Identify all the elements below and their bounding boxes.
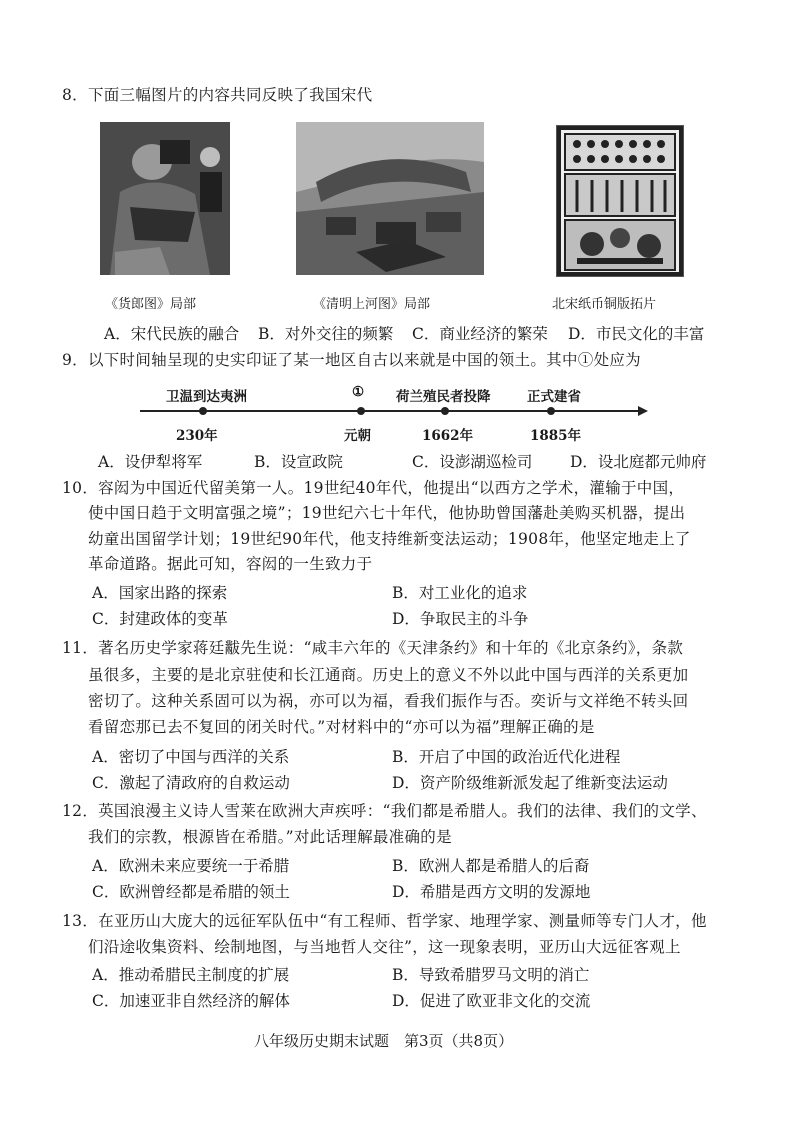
q10-line-2: 使中国日趋于文明富强之境”；19世纪六七十年代，他协助曾国藩赴美购买机器，提出 [88, 504, 686, 522]
huolang-painting-graphic [100, 122, 230, 275]
timeline-year-1: 230年 [176, 428, 218, 444]
song-paper-money-image [556, 125, 684, 277]
q11-line-3: 密切了。这种关系固可以为祸，亦可以为福，看我们振作与否。奕䜣与文祥绝不转头回 [88, 692, 689, 710]
caption-paper-money: 北宋纸币铜版拓片 [552, 297, 657, 312]
huolang-painting-image [100, 122, 230, 275]
q10-option-b[interactable]: B．对工业化的追求 [392, 584, 528, 602]
q10-line-1: 10．容闳为中国近代留美第一人。19世纪40年代，他提出“以西方之学术，灌输于中国， [62, 479, 685, 497]
timeline-label-1: 卫温到达夷洲 [166, 389, 247, 405]
timeline-label-3: 荷兰殖民者投降 [396, 389, 491, 405]
caption-huolang: 《货郎图》局部 [105, 297, 197, 312]
q9-option-a[interactable]: A．设伊犁将军 [98, 453, 203, 471]
q8-option-b[interactable]: B．对外交往的频繁 [258, 325, 394, 343]
timeline-label-2: ① [352, 384, 365, 400]
q10-option-a[interactable]: A．国家出路的探索 [92, 584, 228, 602]
timeline-year-2: 元朝 [344, 428, 371, 444]
qingming-painting-image [296, 122, 484, 275]
q12-option-a[interactable]: A．欧洲未来应要统一于希腊 [92, 857, 290, 875]
q12-line-1: 12．英国浪漫主义诗人雪莱在欧洲大声疾呼：“我们都是希腊人。我们的法律、我们的文学、 [62, 802, 707, 820]
q13-option-b[interactable]: B．导致希腊罗马文明的消亡 [392, 966, 590, 984]
qingming-painting-graphic [296, 122, 484, 275]
q13-option-a[interactable]: A．推动希腊民主制度的扩展 [92, 966, 290, 984]
song-paper-money-graphic [557, 126, 683, 276]
q10-line-3: 幼童出国留学计划；19世纪90年代，他支持维新变法运动；1908年，他坚定地走上了 [88, 530, 691, 548]
q13-option-d[interactable]: D．促进了欧亚非文化的交流 [392, 992, 591, 1010]
timeline-year-4: 1885年 [530, 428, 582, 444]
q9-option-b[interactable]: B．设宣政院 [254, 453, 343, 471]
q12-option-b[interactable]: B．欧洲人都是希腊人的后裔 [392, 857, 590, 875]
q12-option-c[interactable]: C．欧洲曾经都是希腊的领土 [92, 883, 290, 901]
q11-option-d[interactable]: D．资产阶级维新派发起了维新变法运动 [392, 774, 668, 792]
q10-option-c[interactable]: C．封建政体的变革 [92, 610, 228, 628]
q11-line-1: 11．著名历史学家蒋廷黻先生说：“咸丰六年的《天津条约》和十年的《北京条约》，条款 [62, 639, 684, 657]
q8-option-a[interactable]: A．宋代民族的融合 [104, 325, 240, 343]
q8-option-d[interactable]: D．市民文化的丰富 [568, 325, 705, 343]
q13-line-1: 13．在亚历山大庞大的远征军队伍中“有工程师、哲学家、地理学家、测量师等专门人才，他 [62, 912, 707, 930]
q9-stem: 9．以下时间轴呈现的史实印证了某一地区自古以来就是中国的领土。其中①处应为 [62, 351, 641, 369]
q12-line-2: 我们的宗教，根源皆在希腊。”对此话理解最准确的是 [88, 828, 452, 846]
q11-option-a[interactable]: A．密切了中国与西洋的关系 [92, 748, 290, 766]
q8-stem: 8．下面三幅图片的内容共同反映了我国宋代 [62, 86, 373, 104]
q9-option-d[interactable]: D．设北庭都元帅府 [570, 453, 707, 471]
q12-option-d[interactable]: D．希腊是西方文明的发源地 [392, 883, 591, 901]
timeline-label-4: 正式建省 [527, 389, 581, 405]
q10-option-d[interactable]: D．争取民主的斗争 [392, 610, 529, 628]
q8-option-c[interactable]: C．商业经济的繁荣 [412, 325, 548, 343]
q11-option-c[interactable]: C．激起了清政府的自救运动 [92, 774, 290, 792]
q10-line-4: 革命道路。据此可知，容闳的一生致力于 [88, 555, 373, 573]
page-footer: 八年级历史期末试题 第3页（共8页） [254, 1032, 514, 1050]
timeline-year-3: 1662年 [422, 428, 474, 444]
caption-qingming: 《清明上河图》局部 [313, 297, 431, 312]
q9-option-c[interactable]: C．设澎湖巡检司 [412, 453, 533, 471]
q11-line-4: 看留恋那已去不复回的闭关时代。”对材料中的“亦可以为福”理解正确的是 [88, 718, 595, 736]
q11-option-b[interactable]: B．开启了中国的政治近代化进程 [392, 748, 621, 766]
q13-option-c[interactable]: C．加速亚非自然经济的解体 [92, 992, 290, 1010]
q13-line-2: 们沿途收集资料、绘制地图，与当地哲人交往”，这一现象表明，亚历山大远征客观上 [88, 938, 681, 956]
q11-line-2: 虽很多，主要的是北京驻使和长江通商。历史上的意义不外以此中国与西洋的关系更加 [88, 666, 689, 684]
